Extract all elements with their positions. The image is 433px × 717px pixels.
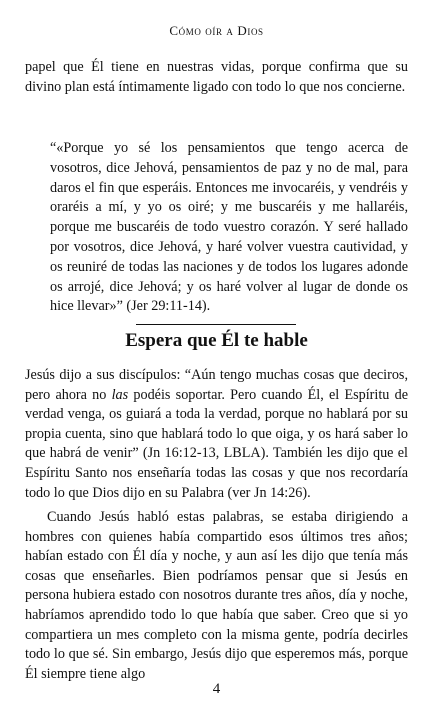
paragraph-1 [25, 366, 408, 503]
section-heading: Espera que Él te hable [125, 330, 308, 351]
paragraph-1-text-b: podéis soportar. Pero cuando Él, el Espíritu de verdad venga, os guiará a toda la verdad, porque no hablará por su propia cuenta, sino que hablará todo lo que oiga, y os hará saber lo que habrá de venir” (Jn 16:12-13, LBLA). También les dijo que el Espíritu Santo nos enseñaría todas las cosas y que nos recordaría todo lo que Dios dijo en su Palabra (ver Jn 14:26). [25, 386, 409, 501]
intro-paragraph-block [25, 58, 408, 97]
scripture-quote-block [50, 139, 408, 317]
paragraph-2-block [25, 508, 408, 684]
running-head [0, 23, 433, 39]
intro-paragraph: papel que Él tiene en nuestras vidas, porque confirma que su divino plan está íntimamente ligado con todo lo que nos concierne. [25, 59, 408, 95]
paragraph-2: Cuando Jesús habló estas palabras, se estaba dirigiendo a hombres con quienes había compartido esos últimos tres años; habían estado con Él día y noche, y aun así les dijo que tenía más cosas que enseñarles. Bien podríamos pensar que si Jesús en persona hubiera estado con nosotros durante tres años, día y noche, habríamos aprendido todo lo que había que saber. Creo que si yo compartiera un mes completo con la misma gente, podría decirles todo lo que sé. Sin embargo, Jesús dijo que esperemos más, porque Él siempre tiene algo [25, 509, 408, 682]
paragraph-1-text-a: Jesús dijo a sus discípulos: “Aún tengo muchas cosas que deciros, pero ahora no [25, 367, 408, 403]
paragraph-1-block [25, 366, 408, 503]
section-divider [136, 324, 296, 325]
page-number: 4 [212, 681, 221, 697]
running-head-title: Cómo oír a Dios [169, 23, 264, 38]
paragraph-1-italic: las [111, 386, 129, 403]
scripture-quote: “«Porque yo sé los pensamientos que tengo acerca de vosotros, dice Jehová, pensamientos de paz y no de mal, para daros el fin que esperáis. Entonces me invocaréis, y vendréis y oraréis a mí, y yo os oiré; y me buscaréis y me hallaréis, porque me buscaréis de todo vuestro corazón. Y seré hallado por vosotros, dice Jehová, y haré volver vuestra cautividad, y os reuniré de todas las naciones y de todos los lugares adonde os arrojé, dice Jehová; y os haré volver al lugar de donde os hice llevar»” (Jer 29:11-14). [50, 140, 408, 315]
